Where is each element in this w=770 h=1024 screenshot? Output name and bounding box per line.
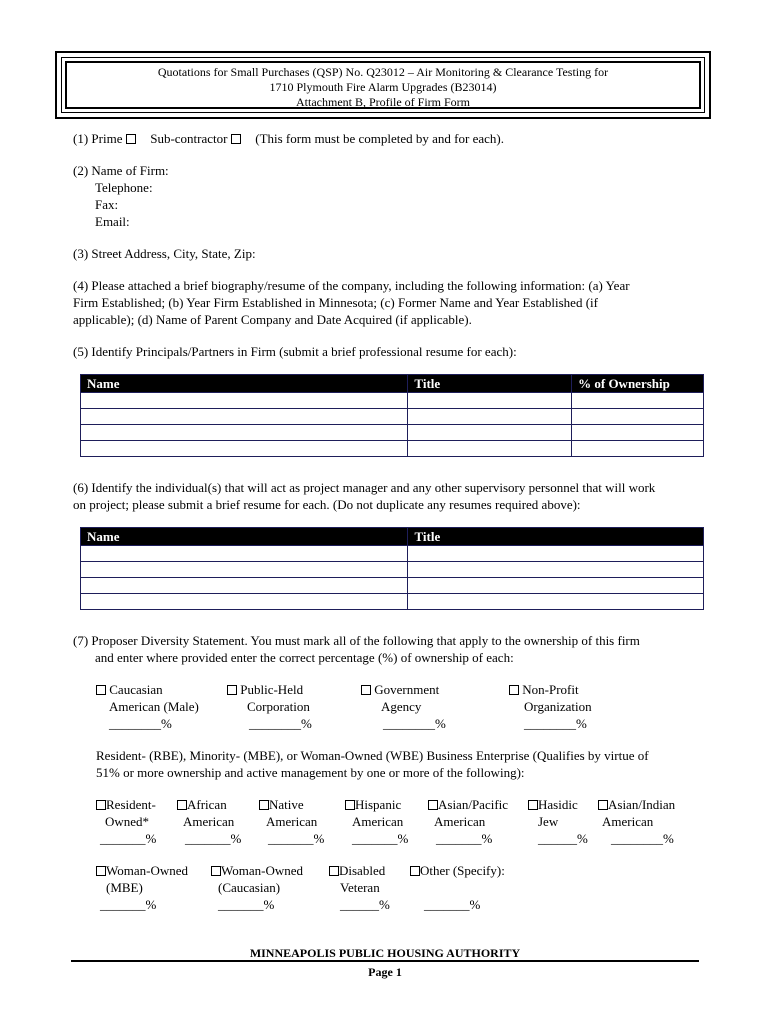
option-label: Hasidic <box>538 797 578 812</box>
col-title: Title <box>408 528 704 546</box>
option-label: Agency <box>381 699 422 714</box>
prime-checkbox[interactable] <box>126 134 136 144</box>
option-disabled-veteran <box>329 862 390 913</box>
percent-field[interactable]: _______% <box>218 897 275 912</box>
address-label: (3) Street Address, City, State, Zip: <box>73 246 256 261</box>
section-2 <box>73 162 169 230</box>
option-label: Veteran <box>340 880 380 895</box>
option-caucasian <box>96 681 216 732</box>
section-1-note: (This form must be completed by and for each). <box>255 131 504 146</box>
section-6-line-1: (6) Identify the individual(s) that will act as project manager and any other supervisory personnel that will work <box>73 480 656 495</box>
title-cell[interactable] <box>408 425 572 441</box>
table-row <box>81 594 704 610</box>
option-asian-indian-american <box>598 796 675 847</box>
option-label: African <box>187 797 227 812</box>
subcontractor-label: Sub-contractor <box>150 131 228 146</box>
name-cell[interactable] <box>81 441 408 457</box>
percent-field[interactable]: _______% <box>352 831 409 846</box>
option-label: Native <box>269 797 304 812</box>
percent-field[interactable]: ________% <box>524 716 587 731</box>
option-label: American <box>434 814 486 829</box>
option-label: Disabled <box>339 863 386 878</box>
percent-field[interactable]: ______% <box>340 897 390 912</box>
option-other <box>410 862 505 913</box>
table-row <box>81 546 704 562</box>
percent-field[interactable]: _______% <box>185 831 242 846</box>
name-cell[interactable] <box>81 562 408 578</box>
option-government <box>361 681 491 732</box>
page-number: Page 1 <box>368 965 402 979</box>
prime-label: (1) Prime <box>73 131 123 146</box>
option-label: Asian/Pacific <box>438 797 509 812</box>
percent-field[interactable]: ________% <box>249 716 312 731</box>
title-cell[interactable] <box>408 578 704 594</box>
option-native-american <box>259 796 324 847</box>
percent-field[interactable]: ________% <box>611 831 674 846</box>
caucasian-checkbox[interactable] <box>96 685 106 695</box>
option-label: Woman-Owned <box>221 863 303 878</box>
header-frame <box>55 51 711 119</box>
percent-field[interactable]: _______% <box>436 831 493 846</box>
email-label: Email: <box>95 214 130 229</box>
title-cell[interactable] <box>408 393 572 409</box>
table-row <box>81 578 704 594</box>
option-label: Resident- <box>106 797 156 812</box>
option-label: Public-Held <box>240 682 304 697</box>
table-row <box>81 409 704 425</box>
african-american-checkbox[interactable] <box>177 800 187 810</box>
title-cell[interactable] <box>408 409 572 425</box>
option-public-held <box>227 681 347 732</box>
native-american-checkbox[interactable] <box>259 800 269 810</box>
header-line-2: 1710 Plymouth Fire Alarm Upgrades (B23014) <box>269 80 497 94</box>
option-label: American (Male) <box>109 699 199 714</box>
disabled-veteran-checkbox[interactable] <box>329 866 339 876</box>
option-label: (MBE) <box>106 880 143 895</box>
principals-label: (5) Identify Principals/Partners in Firm (submit a brief professional resume for each): <box>73 344 517 359</box>
title-cell[interactable] <box>408 546 704 562</box>
percent-field[interactable]: ________% <box>109 716 172 731</box>
col-title: Title <box>408 375 572 393</box>
col-name: Name <box>81 528 408 546</box>
table-row <box>81 562 704 578</box>
asian-pacific-checkbox[interactable] <box>428 800 438 810</box>
title-cell[interactable] <box>408 562 704 578</box>
option-label: Woman-Owned <box>106 863 188 878</box>
option-woman-owned-caucasian <box>211 862 303 913</box>
option-label: Hispanic <box>355 797 402 812</box>
option-label: Jew <box>538 814 559 829</box>
section-4-line-3: applicable); (d) Name of Parent Company and Date Acquired (if applicable). <box>73 312 472 327</box>
percent-field[interactable]: ______% <box>538 831 588 846</box>
col-ownership: % of Ownership <box>572 375 704 393</box>
name-cell[interactable] <box>81 594 408 610</box>
hasidic-jew-checkbox[interactable] <box>528 800 538 810</box>
fax-label: Fax: <box>95 197 119 212</box>
title-cell[interactable] <box>408 594 704 610</box>
option-label: Other (Specify): <box>420 863 505 878</box>
woman-owned-mbe-checkbox[interactable] <box>96 866 106 876</box>
section-7 <box>73 632 713 666</box>
supervisory-table <box>80 527 704 610</box>
option-woman-owned-mbe <box>96 862 188 913</box>
percent-field[interactable]: _______% <box>100 831 157 846</box>
footer-divider <box>71 960 699 962</box>
non-profit-checkbox[interactable] <box>509 685 519 695</box>
table-header-row <box>81 375 704 393</box>
table-row <box>81 425 704 441</box>
option-label: Caucasian <box>109 682 163 697</box>
resident-line-1: Resident- (RBE), Minority- (MBE), or Woman-Owned (WBE) Business Enterprise (Qualifies by virtue of <box>96 748 649 763</box>
footer-org: MINNEAPOLIS PUBLIC HOUSING AUTHORITY <box>249 946 521 960</box>
percent-field[interactable]: _______% <box>268 831 325 846</box>
ownership-cell[interactable] <box>572 409 704 425</box>
section-4-line-2: Firm Established; (b) Year Firm Established in Minnesota; (c) Former Name and Year Established (if <box>73 295 598 310</box>
government-checkbox[interactable] <box>361 685 371 695</box>
name-cell[interactable] <box>81 409 408 425</box>
hispanic-american-checkbox[interactable] <box>345 800 355 810</box>
name-cell[interactable] <box>81 425 408 441</box>
table-row <box>81 393 704 409</box>
public-held-checkbox[interactable] <box>227 685 237 695</box>
option-label: American <box>352 814 404 829</box>
ownership-cell[interactable] <box>572 425 704 441</box>
option-hasidic-jew <box>528 796 588 847</box>
woman-owned-caucasian-checkbox[interactable] <box>211 866 221 876</box>
header-line-1: Quotations for Small Purchases (QSP) No. Q23012 – Air Monitoring & Clearance Testing for <box>157 65 609 79</box>
section-4 <box>73 277 713 328</box>
option-resident-owned <box>96 796 156 847</box>
option-label: Organization <box>524 699 592 714</box>
subcontractor-checkbox[interactable] <box>231 134 241 144</box>
header-text <box>65 61 701 109</box>
section-6 <box>73 479 713 513</box>
col-name: Name <box>81 375 408 393</box>
percent-field[interactable]: _______% <box>424 897 481 912</box>
option-asian-pacific-american <box>428 796 508 847</box>
telephone-label: Telephone: <box>95 180 153 195</box>
section-7-line-2: and enter where provided enter the correct percentage (%) of ownership of each: <box>95 650 514 665</box>
ownership-cell[interactable] <box>572 441 704 457</box>
other-checkbox[interactable] <box>410 866 420 876</box>
principals-table <box>80 374 704 457</box>
name-cell[interactable] <box>81 578 408 594</box>
percent-field[interactable]: ________% <box>383 716 446 731</box>
option-label <box>410 879 505 896</box>
header-line-3: Attachment B, Profile of Firm Form <box>296 95 470 109</box>
option-label: American <box>602 814 654 829</box>
firm-name-label: (2) Name of Firm: <box>73 163 169 178</box>
asian-indian-checkbox[interactable] <box>598 800 608 810</box>
option-label: Non-Profit <box>522 682 579 697</box>
name-cell[interactable] <box>81 546 408 562</box>
resident-line-2: 51% or more ownership and active management by one or more of the following): <box>96 765 525 780</box>
option-label: (Caucasian) <box>218 880 281 895</box>
ownership-cell[interactable] <box>572 393 704 409</box>
percent-field[interactable]: _______% <box>100 897 157 912</box>
name-cell[interactable] <box>81 393 408 409</box>
resident-owned-checkbox[interactable] <box>96 800 106 810</box>
option-label: Corporation <box>247 699 310 714</box>
table-row <box>81 441 704 457</box>
table-header-row <box>81 528 704 546</box>
option-label: American <box>266 814 318 829</box>
option-label: American <box>183 814 235 829</box>
section-6-line-2: on project; please submit a brief resume for each. (Do not duplicate any resumes required above): <box>73 497 581 512</box>
option-label: Owned* <box>105 814 150 829</box>
title-cell[interactable] <box>408 441 572 457</box>
option-non-profit <box>509 681 639 732</box>
section-4-line-1: (4) Please attached a brief biography/resume of the company, including the following information: (a) Year <box>73 278 630 293</box>
section-7-line-1: (7) Proposer Diversity Statement. You must mark all of the following that apply to the ownership of this firm <box>73 633 640 648</box>
option-label: Government <box>374 682 440 697</box>
option-african-american <box>177 796 241 847</box>
option-hispanic-american <box>345 796 408 847</box>
resident-text <box>96 747 716 781</box>
option-label: Asian/Indian <box>608 797 676 812</box>
section-1 <box>73 130 504 147</box>
